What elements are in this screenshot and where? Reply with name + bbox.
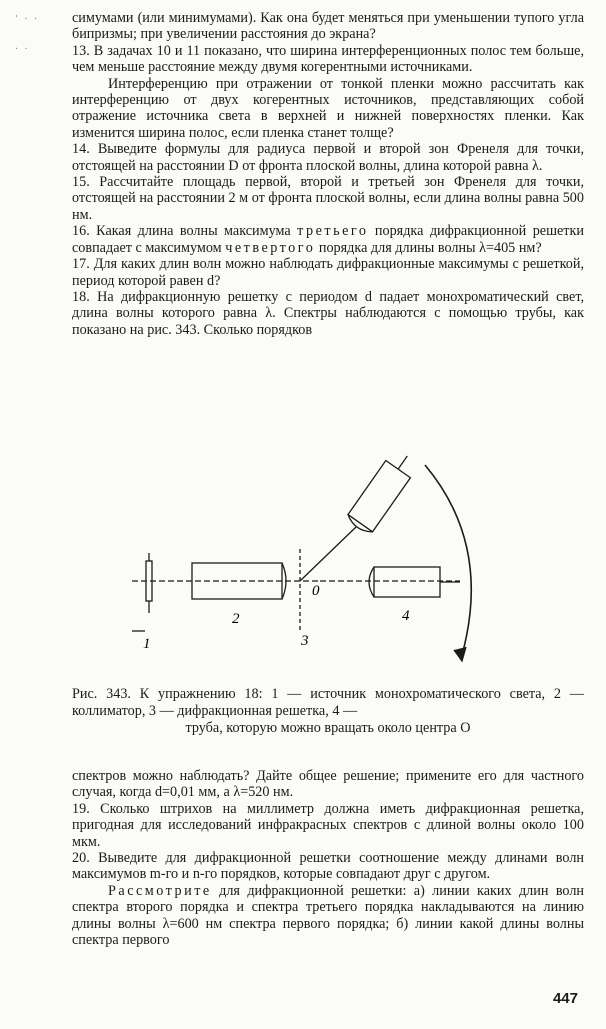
text-run: 16. Какая длина волны максимума [72,223,291,240]
exercise-14: 14. Выведите формулы для радиуса первой и второй зон Френеля для точки, отстоящей на расстоянии D от фронта плоской волны, длина которой равна λ. [72,141,584,174]
margin-scan-mark: ' · · [14,14,39,23]
exercise-15: 15. Рассчитайте площадь первой, второй и третьей зон Френеля для точки, отстоящей на расстоянии 2 м от фронта плоской волны, если длина волны равна 500 нм. [72,174,584,223]
figure-label: 4 [402,608,410,624]
paragraph: Интерференцию при отражении от тонкой пленки можно рассчитать как интерференцию от двух когерентных источников, представляющих собой отражение источника света в верхней и нижней поверхностях пленки. Как изменится ширина полос, если пленка станет толще? [72,75,584,141]
text-top [72,10,584,338]
text-run: для дифракционной решетки: а) линии каких длин волн спектра второго порядка и спектра третьего порядка накладываются на линию длины волны λ=600 нм спектра первого порядка; б) линии какой длины волны спектра первого [72,882,584,949]
figure-label: 3 [301,633,309,649]
figure-343 [120,455,500,680]
text-run: третьего [297,223,369,240]
figure-label: 2 [232,611,240,627]
rotated-telescope [345,455,419,536]
telescope [374,567,440,597]
exercise-19: 19. Сколько штрихов на миллиметр должна иметь дифракционная решетка, пригодная для исследований инфракрасных спектров с длиной волны около 100 мкм. [72,800,584,850]
figure-label: 0 [312,583,320,599]
caption-line: труба, которую можно вращать около центра O [185,720,471,736]
text-run: четвертого [225,239,316,256]
figure-caption [72,686,584,737]
caption-line: Рис. 343. К упражнению 18: 1 — источник монохроматического света, 2 — коллиматор, 3 — дифракционная решетка, 4 — [72,686,584,719]
exercise-17: 17. Для каких длин волн можно наблюдать дифракционные максимумы с решеткой, период которой равен d? [72,256,584,289]
exercise-13: 13. В задачах 10 и 11 показано, что ширина интерференционных полос тем больше, чем меньше расстояние между двумя когерентными источниками. [72,42,584,76]
exercise-16 [72,223,584,256]
text-run: порядка дифракционной решетки совпадает с максимумом [72,223,584,256]
paragraph [72,883,584,949]
text-run: Рассмотрите [108,882,212,899]
rotation-arc [425,465,471,655]
page-number: 447 [552,990,578,1007]
margin-scan-mark: · · [14,44,29,53]
text-run: порядка для длины волны λ=405 нм? [318,239,542,256]
exercise-20: 20. Выведите для дифракционной решетки соотношение между длинами волн максимумов m-го и n-го порядков, которые совпадают друг с другом. [72,850,584,883]
paragraph: спектров можно наблюдать? Дайте общее решение; примените его для частного случая, когда d=0,01 мм, а λ=520 нм. [72,768,584,801]
text-bottom [72,768,584,948]
exercise-18: 18. На дифракционную решетку с периодом d падает монохроматический свет, длина волны которого равна λ. Спектры наблюдаются с помощью трубы, как показано на рис. 343. Сколько порядков [72,288,584,338]
figure-label: 1 [143,636,151,652]
paragraph: симумами (или минимумами). Как она будет меняться при уменьшении тупого угла бипризмы; при увеличении расстояния до экрана? [72,10,584,43]
